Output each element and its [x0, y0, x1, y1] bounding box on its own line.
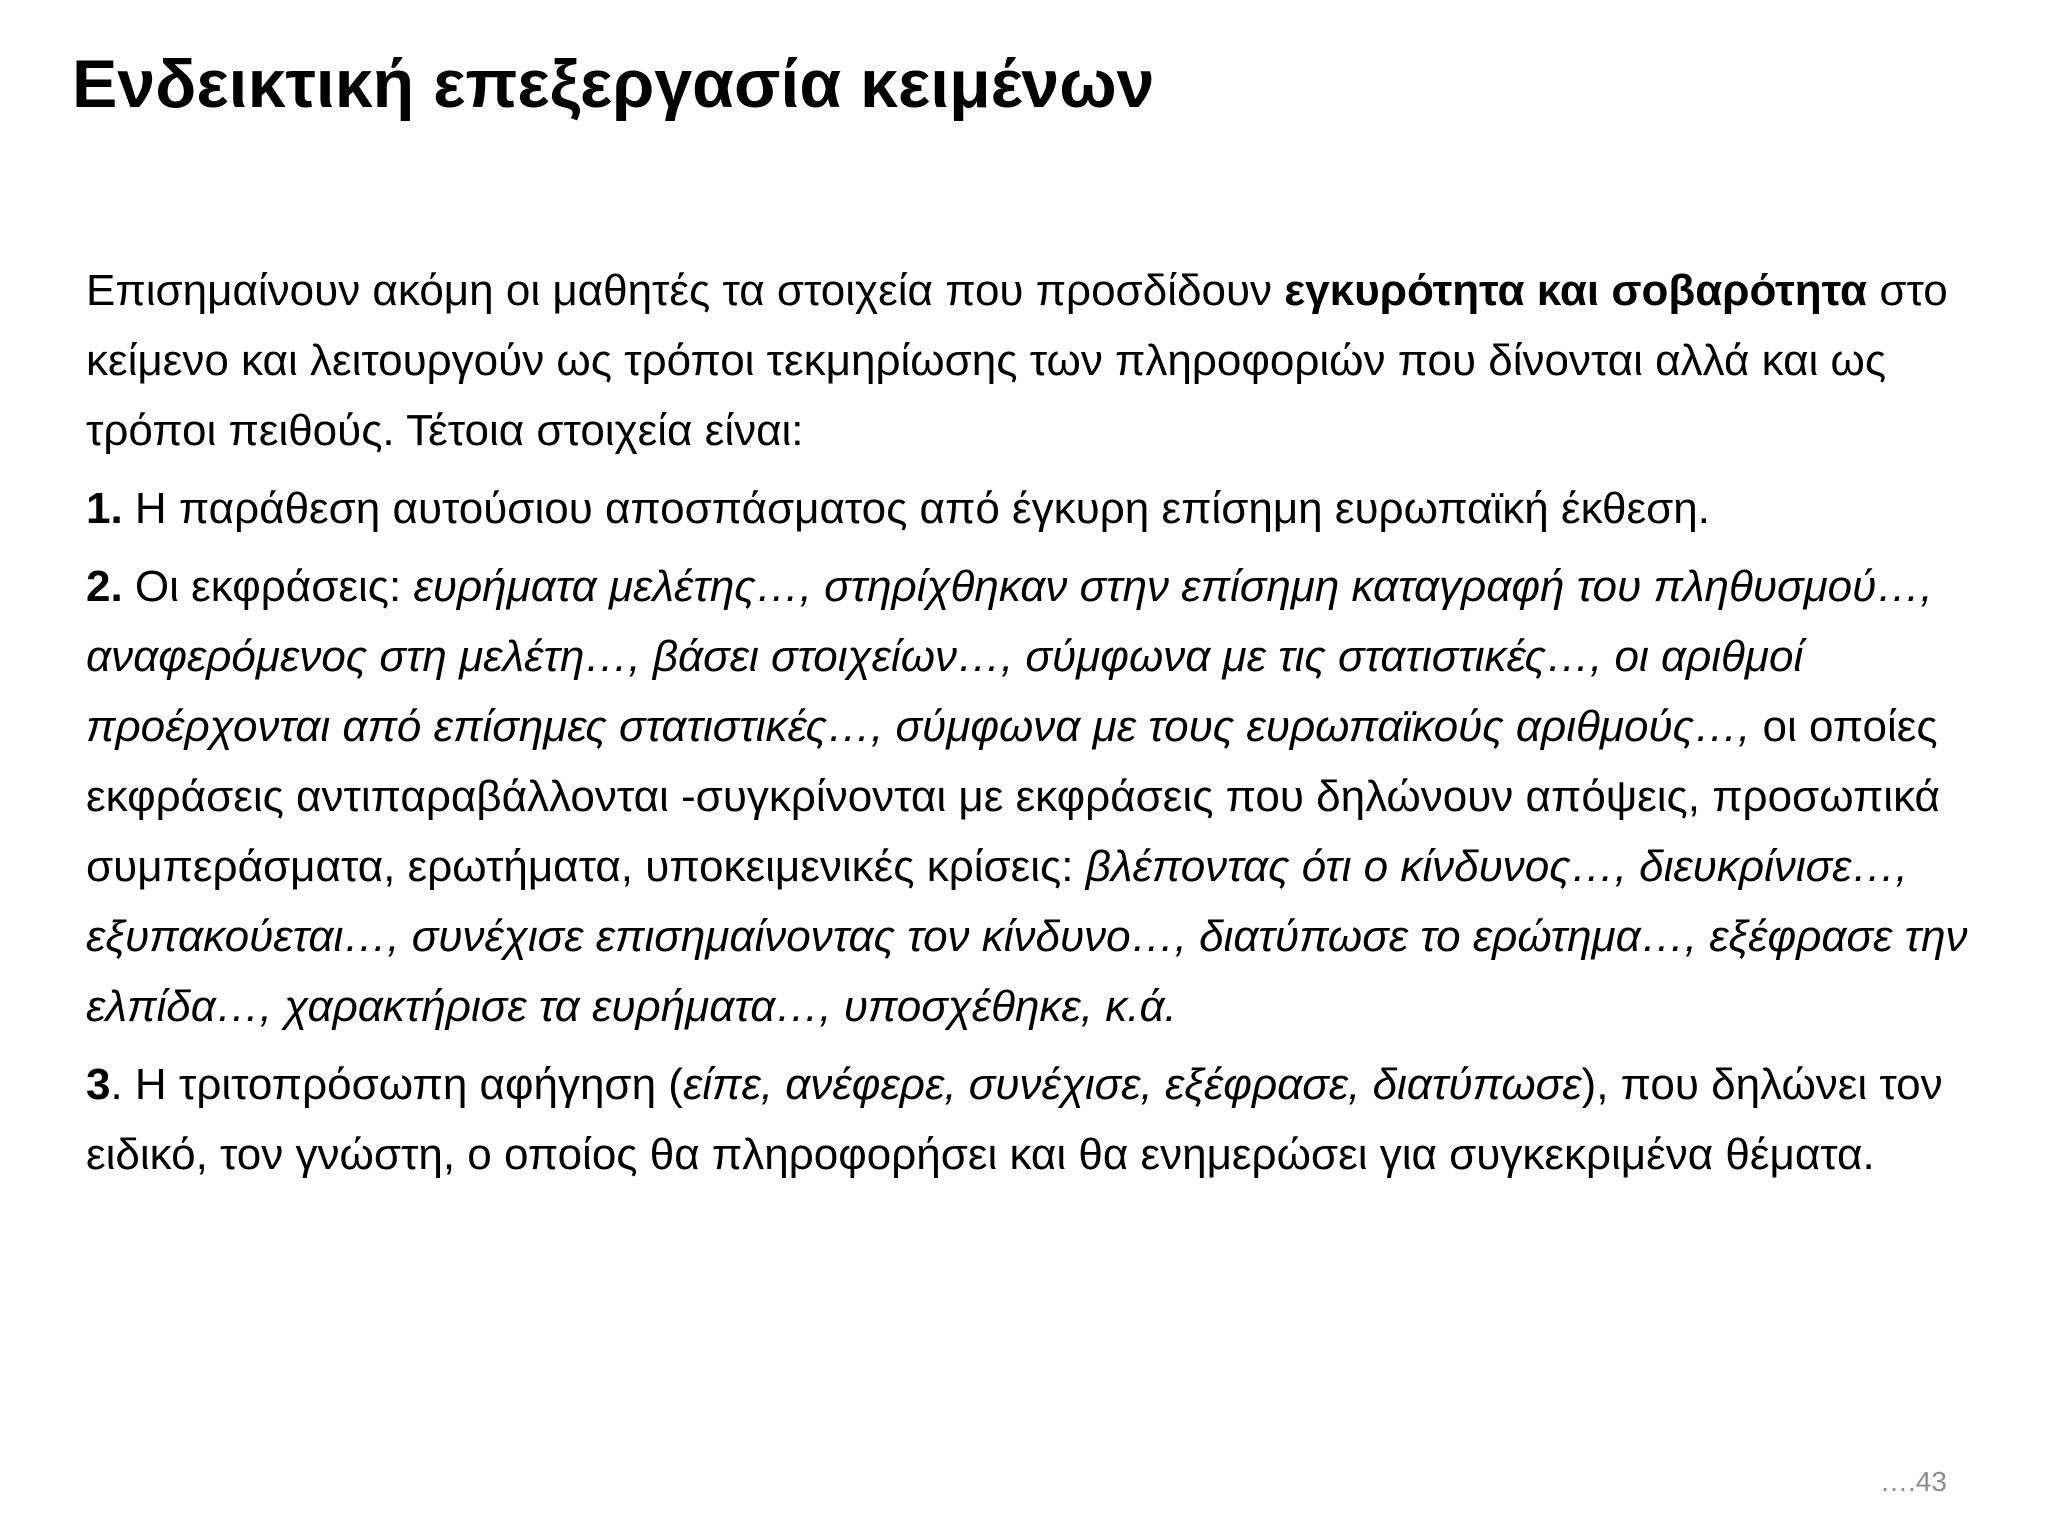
item-number: 2.: [86, 562, 123, 611]
item-text: Η παράθεση αυτούσιου αποσπάσματος από έγκυρη επίσημη ευρωπαϊκή έκθεση.: [122, 484, 1710, 533]
item-lead: . Η τριτοπρόσωπη αφήγηση (: [110, 1060, 683, 1109]
slide-body: [86, 256, 1976, 1198]
item-number: 3: [86, 1060, 111, 1109]
list-item-2: [86, 552, 1976, 1042]
list-item-3: [86, 1050, 1976, 1190]
intro-paragraph: [86, 256, 1976, 466]
page-number: ….43: [1880, 1466, 1947, 1497]
slide-title: Ενδεικτική επεξεργασία κειμένων: [72, 46, 1155, 122]
item-italic-expressions-subjective: βλέποντας ότι ο κίνδυνος…, διευκρίνισε…, εξυπακούεται…, συνέχισε επισημαίνοντας τον κίνδυνο…, διατύπωσε το ερώτημα…, εξέφρασε την ελπίδα…, χαρακτήρισε τα ευρήματα…, υποσχέθηκε, κ.ά.: [86, 842, 1968, 1031]
intro-text-end: στο κείμενο και λειτουργούν ως τρόποι τεκμηρίωσης των πληροφοριών που δίνονται αλλά και ως τρόποι πειθούς. Τέτοια στοιχεία είναι:: [86, 266, 1948, 455]
intro-emphasis: εγκυρότητα και σοβαρότητα: [1284, 266, 1868, 315]
item-tail: ), που δηλώνει τον ειδικό, τον γνώστη, ο οποίος θα πληροφορήσει και θα ενημερώσει για συγκεκριμένα θέματα.: [86, 1060, 1943, 1179]
item-middle: οι οποίες εκφράσεις αντιπαραβάλλονται -συγκρίνονται με εκφράσεις που δηλώνουν απόψεις, προσωπικά συμπεράσματα, ερωτήματα, υποκειμενικές κρίσεις:: [86, 702, 1940, 891]
item-lead: Οι εκφράσεις:: [122, 562, 414, 611]
item-number: 1.: [86, 484, 123, 533]
item-italic-verbs: είπε, ανέφερε, συνέχισε, εξέφρασε, διατύπωσε: [682, 1060, 1582, 1109]
item-italic-expressions: ευρήματα μελέτης…, στηρίχθηκαν στην επίσημη καταγραφή του πληθυσμού…, αναφερόμενος στη μελέτη…, βάσει στοιχείων…, σύμφωνα με τις στατιστικές…, οι αριθμοί προέρχονται από επίσημες στατιστικές…, σύμφωνα με τους ευρωπαϊκούς αριθμούς…,: [86, 562, 1933, 751]
intro-text-start: Επισημαίνουν ακόμη οι μαθητές τα στοιχεία που προσδίδουν: [86, 266, 1285, 315]
list-item-1: [86, 474, 1976, 544]
